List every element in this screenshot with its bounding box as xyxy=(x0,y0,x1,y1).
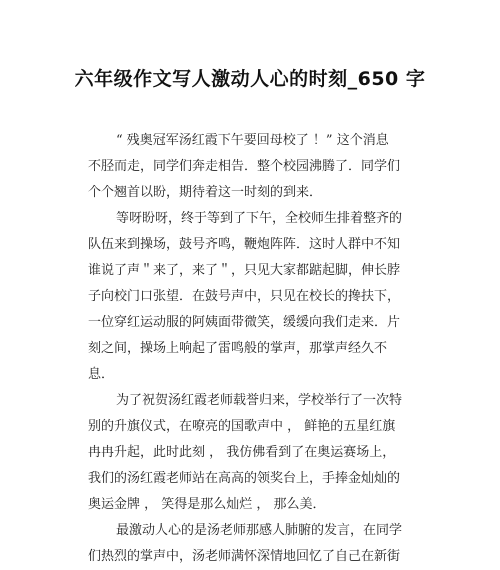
text-line: 子向校门口张望．在鼓号声中，只见在校长的搀扶下， xyxy=(88,289,401,304)
text-line: 谁说了声＂来了，来了＂，只见大家都踮起脚，伸长脖 xyxy=(88,263,401,278)
text-line: 刻之间，操场上响起了雷鸣般的掌声，那掌声经久不 xyxy=(88,341,388,356)
text-line: 们热烈的掌声中，汤老师满怀深情地回忆了自己在新街 xyxy=(88,549,401,564)
paragraph-3 xyxy=(88,388,414,518)
paragraph-1 xyxy=(88,128,414,206)
text-line: 一位穿红运动服的阿姨面带微笑，缓缓向我们走来．片 xyxy=(88,315,401,330)
paragraph-2 xyxy=(88,206,414,388)
text-line: 冉冉升起，此时此刻 ， 我仿佛看到了在奥运赛场上， xyxy=(88,445,396,460)
text-line: 我们的汤红霞老师站在高高的领奖台上，手捧金灿灿的 xyxy=(88,471,401,486)
text-line: 不胫而走，同学们奔走相告．整个校园沸腾了．同学们 xyxy=(88,159,401,174)
text-line: 为了祝贺汤红霞老师载誉归来，学校举行了一次特 xyxy=(116,393,403,408)
text-line: 最激动人心的是汤老师那感人肺腑的发言，在同学 xyxy=(116,523,403,538)
text-line: 别的升旗仪式，在嘹亮的国歌声中 ， 鲜艳的五星红旗 xyxy=(88,419,396,434)
text-line: 等呀盼呀，终于等到了下午，全校师生排着整齐的 xyxy=(116,211,403,226)
paragraph-4 xyxy=(88,518,414,570)
text-line: “ 残奥冠军汤红霞下午要回母校了 ！” 这个消息 xyxy=(116,133,389,148)
text-line: 队伍来到操场，鼓号齐鸣，鞭炮阵阵．这时人群中不知 xyxy=(88,237,401,252)
document-title: 六年级作文写人激动人心的时刻_650 字 xyxy=(74,68,426,90)
document-body xyxy=(88,128,414,570)
text-line: 息． xyxy=(88,367,115,382)
text-line: 奥运金牌 ， 笑得是那么灿烂 ， 那么美． xyxy=(88,497,326,512)
text-line: 个个翘首以盼，期待着这一时刻的到来． xyxy=(88,185,323,200)
